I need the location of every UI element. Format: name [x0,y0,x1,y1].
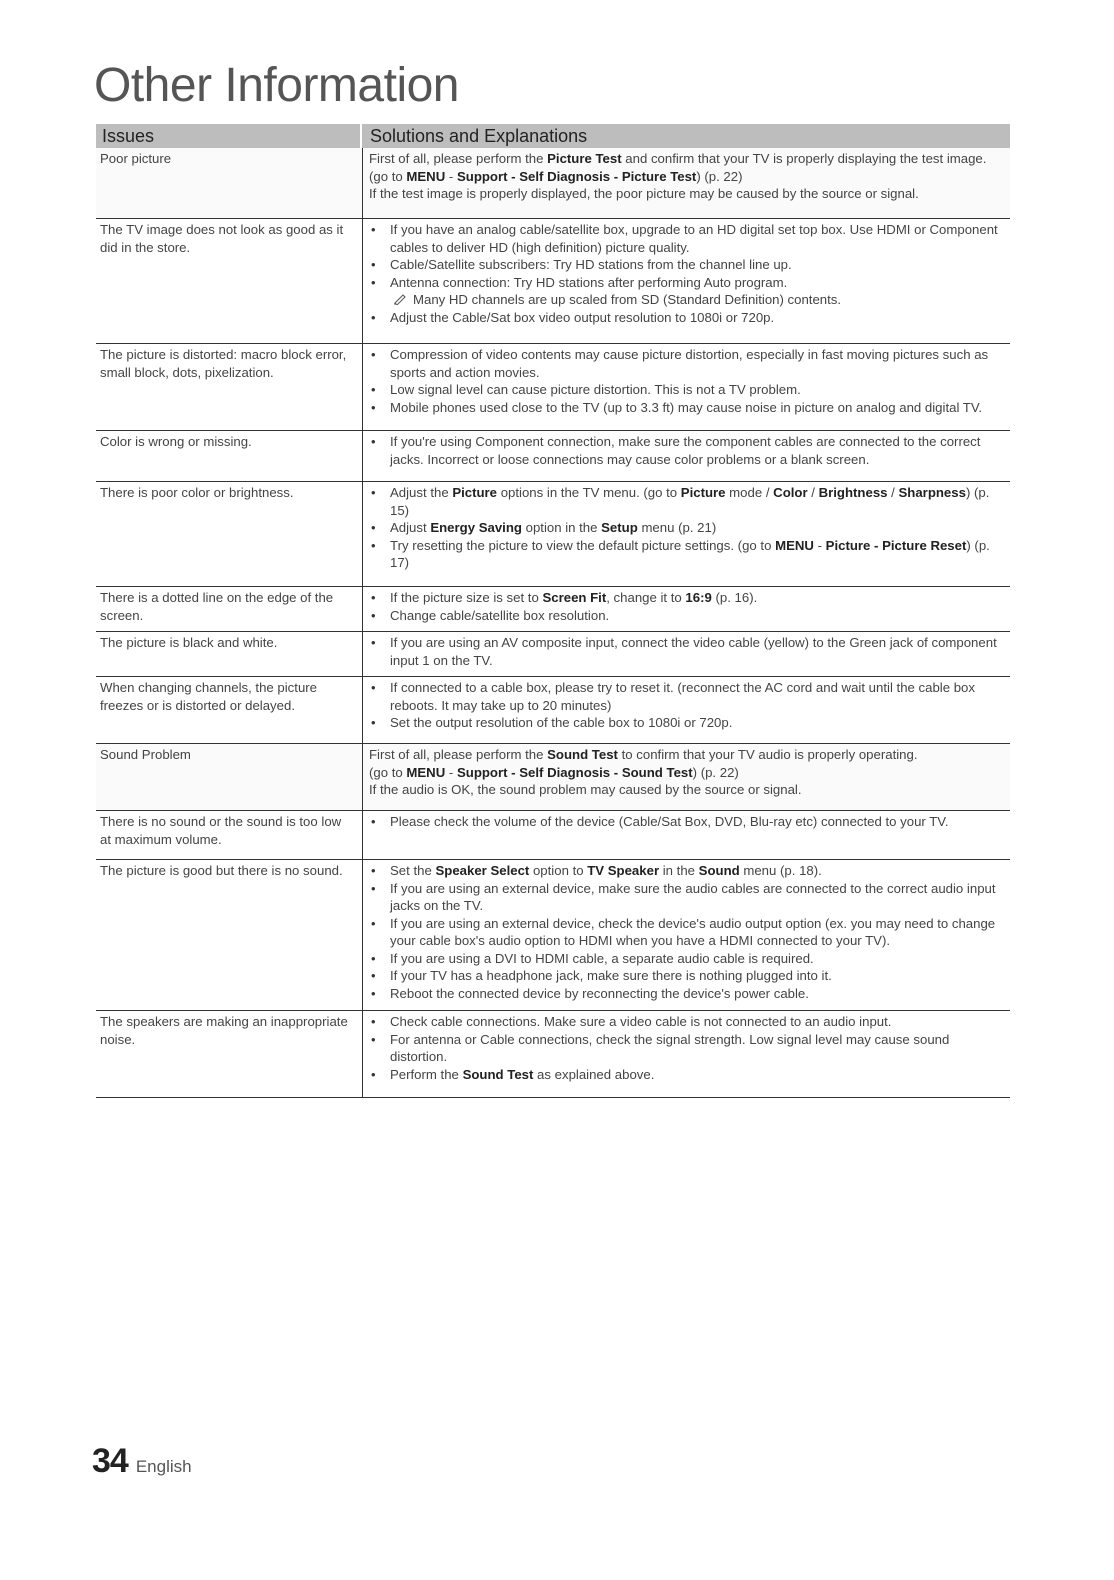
issue-cell: The picture is black and white. [100,635,278,650]
solution-bullet: • Perform the Sound Test as explained above. [369,1066,1006,1084]
solution-bullet: • For antenna or Cable connections, check the signal strength. Low signal level may cause sound distortion. [369,1031,1006,1066]
table-row [96,1011,1010,1098]
note [369,291,1006,309]
issues-column-header: Issues [96,124,362,148]
issue-cell: Color is wrong or missing. [100,434,252,449]
page-language: English [135,1457,192,1476]
table-row [96,811,1010,860]
solution-bullet: • Mobile phones used close to the TV (up to 3.3 ft) may cause noise in picture on analog and digital TV. [369,399,1006,417]
solution-paragraph: If the test image is properly displayed, the poor picture may be caused by the source or signal. [369,186,919,201]
issue-cell: The TV image does not look as good as it did in the store. [100,222,344,255]
solution-cell [362,860,1010,1010]
solution-bullet: • If connected to a cable box, please try to reset it. (reconnect the AC cord and wait until the cable box reboots. It may take up to 20 minutes) [369,679,1006,714]
solution-paragraph: If the audio is OK, the sound problem may caused by the source or signal. [369,782,802,797]
solution-cell [362,811,1010,859]
solution-bullet: • Check cable connections. Make sure a video cable is not connected to an audio input. [369,1013,1006,1031]
table-row [96,744,1010,811]
solution-cell [362,219,1010,343]
solution-bullet: • Reboot the connected device by reconnecting the device's power cable. [369,985,1006,1003]
solution-bullet: • If you are using a DVI to HDMI cable, a separate audio cable is required. [369,950,1006,968]
solution-bullet: • If your TV has a headphone jack, make sure there is nothing plugged into it. [369,967,1006,985]
solution-paragraph: (go to MENU - Support - Self Diagnosis - Sound Test) (p. 22) [369,764,739,780]
solution-cell [362,431,1010,481]
solution-cell [362,632,1010,676]
solution-bullet: • Antenna connection: Try HD stations after performing Auto program. [369,274,1006,292]
solution-cell [362,677,1010,743]
solution-bullet: • Change cable/satellite box resolution. [369,607,1006,625]
solution-bullet: • If you are using an external device, check the device's audio output option (ex. you may need to change your cable box's audio option to HDMI when you have a HDMI connected to your TV). [369,915,1006,950]
solution-paragraph: (go to MENU - Support - Self Diagnosis - Picture Test) (p. 22) [369,168,743,184]
issue-cell: The speakers are making an inappropriate noise. [100,1014,348,1047]
table-row [96,482,1010,587]
issue-cell: There is poor color or brightness. [100,485,294,500]
solution-bullet: • Adjust Energy Saving option in the Setup menu (p. 21) [369,519,1006,537]
issue-cell: There is a dotted line on the edge of the screen. [100,590,334,623]
solution-bullet: • If the picture size is set to Screen Fit, change it to 16:9 (p. 16). [369,589,1006,607]
table-row [96,344,1010,431]
solution-bullet: • Set the output resolution of the cable box to 1080i or 720p. [369,714,1006,732]
troubleshooting-table [96,124,1010,1098]
issue-cell: When changing channels, the picture freezes or is distorted or delayed. [100,680,318,713]
solution-bullet: • Cable/Satellite subscribers: Try HD stations from the channel line up. [369,256,1006,274]
solution-bullet: • If you have an analog cable/satellite box, upgrade to an HD digital set top box. Use HDMI or Component cables to deliver HD (high definition) picture quality. [369,221,1006,256]
solution-paragraph: First of all, please perform the Sound Test to confirm that your TV audio is properly operating. [369,747,918,762]
table-row [96,860,1010,1011]
issue-cell: Poor picture [96,148,362,218]
solution-cell [362,587,1010,631]
solution-bullet: • Please check the volume of the device (Cable/Sat Box, DVD, Blu-ray etc) connected to your TV. [369,813,1006,831]
issue-cell: The picture is distorted: macro block error, small block, dots, pixelization. [100,347,347,380]
table-row [96,431,1010,482]
table-header [96,124,1010,148]
solution-cell [362,482,1010,586]
issue-cell: Sound Problem [96,744,362,810]
solution-bullet: • Try resetting the picture to view the default picture settings. (go to MENU - Picture - Picture Reset) (p. 17) [369,537,1006,572]
table-row [96,219,1010,344]
page-title: Other Information [94,59,459,112]
solutions-column-header: Solutions and Explanations [370,126,588,146]
solution-bullet: • Compression of video contents may cause picture distortion, especially in fast moving pictures such as sports and action movies. [369,346,1006,381]
table-row [96,587,1010,632]
solution-cell [362,148,1010,218]
solution-cell [362,344,1010,430]
solution-cell [362,1011,1010,1097]
solution-bullet: • If you're using Component connection, make sure the component cables are connected to the correct jacks. Incorrect or loose connections may cause color problems or a blank screen. [369,433,1006,468]
note-text: Many HD channels are up scaled from SD (Standard Definition) contents. [413,292,842,307]
page-footer [92,1442,192,1481]
issue-cell: The picture is good but there is no sound. [100,863,343,878]
solution-bullet: • If you are using an AV composite input, connect the video cable (yellow) to the Green jack of component input 1 on the TV. [369,634,1006,669]
solution-bullet: • Set the Speaker Select option to TV Speaker in the Sound menu (p. 18). [369,862,1006,880]
note-pencil-icon [393,293,407,305]
solution-bullet: • If you are using an external device, make sure the audio cables are connected to the correct audio input jacks on the TV. [369,880,1006,915]
solution-bullet: • Adjust the Cable/Sat box video output resolution to 1080i or 720p. [369,309,1006,327]
issue-cell: There is no sound or the sound is too low at maximum volume. [100,814,342,847]
solution-bullet: • Low signal level can cause picture distortion. This is not a TV problem. [369,381,1006,399]
table-row [96,632,1010,677]
table-row [96,148,1010,219]
page-number: 34 [92,1442,128,1480]
solution-paragraph: First of all, please perform the Picture Test and confirm that your TV is properly displaying the test image. [369,151,987,166]
solution-cell [362,744,1010,810]
solution-bullet: • Adjust the Picture options in the TV menu. (go to Picture mode / Color / Brightness / Sharpness) (p. 15) [369,484,1006,519]
table-row [96,677,1010,744]
